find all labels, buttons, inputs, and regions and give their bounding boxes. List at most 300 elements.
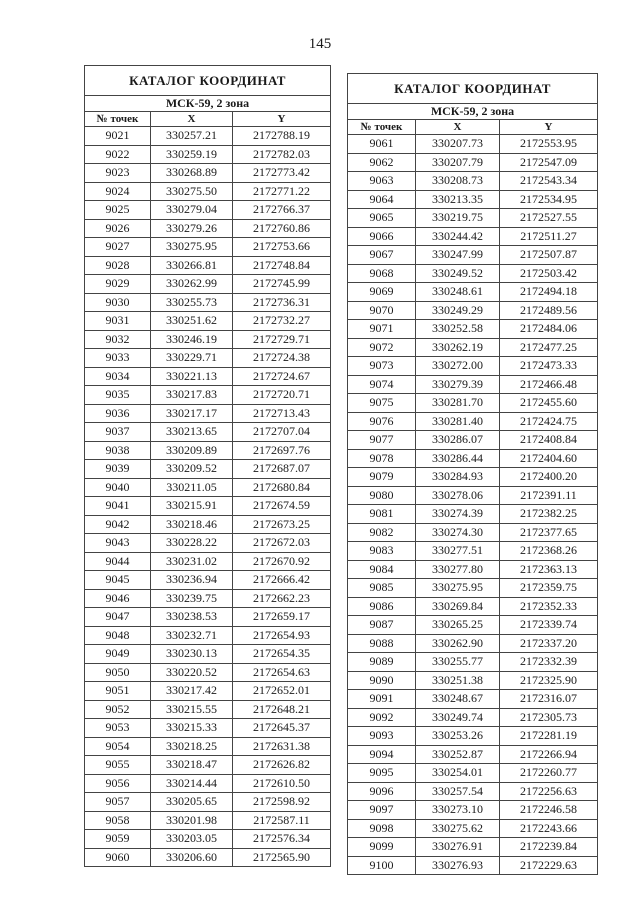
point-number-cell: 9053 [85, 719, 151, 738]
table-row [85, 497, 331, 516]
x-coordinate-cell: 330218.47 [151, 756, 233, 775]
y-coordinate-cell: 2172729.71 [233, 330, 331, 349]
column-header-x: X [151, 112, 233, 127]
y-coordinate-cell: 2172576.34 [233, 830, 331, 849]
y-coordinate-cell: 2172748.84 [233, 256, 331, 275]
x-coordinate-cell: 330215.91 [151, 497, 233, 516]
table-row [85, 645, 331, 664]
x-coordinate-cell: 330279.26 [151, 219, 233, 238]
point-number-cell: 9068 [348, 264, 416, 283]
x-coordinate-cell: 330262.99 [151, 275, 233, 294]
point-number-cell: 9060 [85, 848, 151, 867]
y-coordinate-cell: 2172337.20 [500, 634, 598, 653]
y-coordinate-cell: 2172534.95 [500, 190, 598, 209]
y-coordinate-cell: 2172753.66 [233, 238, 331, 257]
point-number-cell: 9033 [85, 349, 151, 368]
table-row [348, 338, 598, 357]
point-number-cell: 9074 [348, 375, 416, 394]
x-coordinate-cell: 330262.90 [416, 634, 500, 653]
x-coordinate-cell: 330275.95 [416, 579, 500, 598]
x-coordinate-cell: 330217.42 [151, 682, 233, 701]
y-coordinate-cell: 2172782.03 [233, 145, 331, 164]
x-coordinate-cell: 330206.60 [151, 848, 233, 867]
point-number-cell: 9079 [348, 468, 416, 487]
table-row [348, 468, 598, 487]
y-coordinate-cell: 2172507.87 [500, 246, 598, 265]
column-header-x: X [416, 120, 500, 135]
x-coordinate-cell: 330276.93 [416, 856, 500, 875]
table-row [85, 404, 331, 423]
point-number-cell: 9029 [85, 275, 151, 294]
x-coordinate-cell: 330253.26 [416, 727, 500, 746]
point-number-cell: 9064 [348, 190, 416, 209]
x-coordinate-cell: 330284.93 [416, 468, 500, 487]
x-coordinate-cell: 330249.74 [416, 708, 500, 727]
table-row [85, 367, 331, 386]
table-row [348, 560, 598, 579]
table-row [85, 478, 331, 497]
x-coordinate-cell: 330276.91 [416, 838, 500, 857]
table-row [348, 653, 598, 672]
y-coordinate-cell: 2172359.75 [500, 579, 598, 598]
table-row [85, 811, 331, 830]
x-coordinate-cell: 330249.29 [416, 301, 500, 320]
table-row [85, 700, 331, 719]
point-number-cell: 9090 [348, 671, 416, 690]
x-coordinate-cell: 330248.67 [416, 690, 500, 709]
x-coordinate-cell: 330279.04 [151, 201, 233, 220]
table-row [348, 671, 598, 690]
x-coordinate-cell: 330275.50 [151, 182, 233, 201]
x-coordinate-cell: 330286.44 [416, 449, 500, 468]
table-title: КАТАЛОГ КООРДИНАТ [348, 74, 598, 104]
y-coordinate-cell: 2172697.76 [233, 441, 331, 460]
table-row [348, 190, 598, 209]
x-coordinate-cell: 330281.70 [416, 394, 500, 413]
table-row [85, 848, 331, 867]
y-coordinate-cell: 2172652.01 [233, 682, 331, 701]
y-coordinate-cell: 2172352.33 [500, 597, 598, 616]
x-coordinate-cell: 330249.52 [416, 264, 500, 283]
y-coordinate-cell: 2172680.84 [233, 478, 331, 497]
point-number-cell: 9044 [85, 552, 151, 571]
y-coordinate-cell: 2172455.60 [500, 394, 598, 413]
x-coordinate-cell: 330277.51 [416, 542, 500, 561]
table-row [348, 209, 598, 228]
table-row [348, 523, 598, 542]
table-row [85, 793, 331, 812]
table-row [85, 756, 331, 775]
y-coordinate-cell: 2172404.60 [500, 449, 598, 468]
table-row [348, 745, 598, 764]
table-row [85, 608, 331, 627]
point-number-cell: 9081 [348, 505, 416, 524]
y-coordinate-cell: 2172771.22 [233, 182, 331, 201]
point-number-cell: 9042 [85, 515, 151, 534]
table-row [348, 301, 598, 320]
table-row [85, 349, 331, 368]
table-row [348, 764, 598, 783]
point-number-cell: 9043 [85, 534, 151, 553]
y-coordinate-cell: 2172736.31 [233, 293, 331, 312]
table-row [348, 819, 598, 838]
x-coordinate-cell: 330205.65 [151, 793, 233, 812]
point-number-cell: 9076 [348, 412, 416, 431]
point-number-cell: 9098 [348, 819, 416, 838]
table-row [348, 153, 598, 172]
y-coordinate-cell: 2172477.25 [500, 338, 598, 357]
point-number-cell: 9045 [85, 571, 151, 590]
y-coordinate-cell: 2172645.37 [233, 719, 331, 738]
y-coordinate-cell: 2172673.25 [233, 515, 331, 534]
x-coordinate-cell: 330231.02 [151, 552, 233, 571]
y-coordinate-cell: 2172511.27 [500, 227, 598, 246]
point-number-cell: 9022 [85, 145, 151, 164]
table-row [85, 682, 331, 701]
point-number-cell: 9094 [348, 745, 416, 764]
table-row [85, 460, 331, 479]
x-coordinate-cell: 330219.75 [416, 209, 500, 228]
x-coordinate-cell: 330218.25 [151, 737, 233, 756]
x-coordinate-cell: 330214.44 [151, 774, 233, 793]
x-coordinate-cell: 330217.17 [151, 404, 233, 423]
y-coordinate-cell: 2172494.18 [500, 283, 598, 302]
point-number-cell: 9097 [348, 801, 416, 820]
point-number-cell: 9058 [85, 811, 151, 830]
y-coordinate-cell: 2172266.94 [500, 745, 598, 764]
table-row [348, 690, 598, 709]
table-row [348, 227, 598, 246]
y-coordinate-cell: 2172243.66 [500, 819, 598, 838]
coordinate-catalog-table-right [347, 73, 598, 875]
y-coordinate-cell: 2172484.06 [500, 320, 598, 339]
table-row [348, 634, 598, 653]
x-coordinate-cell: 330238.53 [151, 608, 233, 627]
x-coordinate-cell: 330266.81 [151, 256, 233, 275]
y-coordinate-cell: 2172543.34 [500, 172, 598, 191]
x-coordinate-cell: 330209.89 [151, 441, 233, 460]
x-coordinate-cell: 330274.30 [416, 523, 500, 542]
y-coordinate-cell: 2172547.09 [500, 153, 598, 172]
table-row [85, 330, 331, 349]
point-number-cell: 9070 [348, 301, 416, 320]
y-coordinate-cell: 2172773.42 [233, 164, 331, 183]
table-row [348, 579, 598, 598]
table-row [348, 486, 598, 505]
point-number-cell: 9067 [348, 246, 416, 265]
point-number-cell: 9062 [348, 153, 416, 172]
point-number-cell: 9035 [85, 386, 151, 405]
y-coordinate-cell: 2172382.25 [500, 505, 598, 524]
x-coordinate-cell: 330215.55 [151, 700, 233, 719]
coordinate-system-label: МСК-59, 2 зона [348, 104, 598, 120]
point-number-cell: 9021 [85, 127, 151, 146]
table-row [85, 386, 331, 405]
y-coordinate-cell: 2172662.23 [233, 589, 331, 608]
point-number-cell: 9088 [348, 634, 416, 653]
x-coordinate-cell: 330221.13 [151, 367, 233, 386]
table-row [348, 838, 598, 857]
y-coordinate-cell: 2172473.33 [500, 357, 598, 376]
table-row [85, 719, 331, 738]
y-coordinate-cell: 2172610.50 [233, 774, 331, 793]
point-number-cell: 9054 [85, 737, 151, 756]
table-row [85, 663, 331, 682]
y-coordinate-cell: 2172654.63 [233, 663, 331, 682]
point-number-cell: 9073 [348, 357, 416, 376]
x-coordinate-cell: 330208.73 [416, 172, 500, 191]
y-coordinate-cell: 2172316.07 [500, 690, 598, 709]
table-row [85, 441, 331, 460]
table-row [85, 164, 331, 183]
x-coordinate-cell: 330265.25 [416, 616, 500, 635]
y-coordinate-cell: 2172687.07 [233, 460, 331, 479]
y-coordinate-cell: 2172598.92 [233, 793, 331, 812]
x-coordinate-cell: 330275.95 [151, 238, 233, 257]
table-row [348, 283, 598, 302]
y-coordinate-cell: 2172631.38 [233, 737, 331, 756]
point-number-cell: 9026 [85, 219, 151, 238]
y-coordinate-cell: 2172672.03 [233, 534, 331, 553]
y-coordinate-cell: 2172626.82 [233, 756, 331, 775]
y-coordinate-cell: 2172648.21 [233, 700, 331, 719]
point-number-cell: 9077 [348, 431, 416, 450]
table-row [85, 182, 331, 201]
x-coordinate-cell: 330279.39 [416, 375, 500, 394]
y-coordinate-cell: 2172766.37 [233, 201, 331, 220]
table-row [85, 145, 331, 164]
x-coordinate-cell: 330207.73 [416, 135, 500, 154]
table-row [348, 394, 598, 413]
point-number-cell: 9030 [85, 293, 151, 312]
table-row [85, 737, 331, 756]
y-coordinate-cell: 2172363.13 [500, 560, 598, 579]
point-number-cell: 9092 [348, 708, 416, 727]
x-coordinate-cell: 330244.42 [416, 227, 500, 246]
y-coordinate-cell: 2172553.95 [500, 135, 598, 154]
x-coordinate-cell: 330213.35 [416, 190, 500, 209]
point-number-cell: 9051 [85, 682, 151, 701]
x-coordinate-cell: 330248.61 [416, 283, 500, 302]
point-number-cell: 9061 [348, 135, 416, 154]
point-number-cell: 9046 [85, 589, 151, 608]
x-coordinate-cell: 330239.75 [151, 589, 233, 608]
table-row [348, 597, 598, 616]
y-coordinate-cell: 2172659.17 [233, 608, 331, 627]
x-coordinate-cell: 330278.06 [416, 486, 500, 505]
y-coordinate-cell: 2172489.56 [500, 301, 598, 320]
point-number-cell: 9069 [348, 283, 416, 302]
x-coordinate-cell: 330217.83 [151, 386, 233, 405]
table-row [85, 626, 331, 645]
y-coordinate-cell: 2172408.84 [500, 431, 598, 450]
table-row [85, 534, 331, 553]
x-coordinate-cell: 330257.21 [151, 127, 233, 146]
point-number-cell: 9065 [348, 209, 416, 228]
point-number-cell: 9085 [348, 579, 416, 598]
x-coordinate-cell: 330273.10 [416, 801, 500, 820]
table-row [348, 412, 598, 431]
y-coordinate-cell: 2172565.90 [233, 848, 331, 867]
point-number-cell: 9100 [348, 856, 416, 875]
table-row [85, 552, 331, 571]
point-number-cell: 9082 [348, 523, 416, 542]
x-coordinate-cell: 330201.98 [151, 811, 233, 830]
column-header-point: № точек [85, 112, 151, 127]
x-coordinate-cell: 330229.71 [151, 349, 233, 368]
point-number-cell: 9066 [348, 227, 416, 246]
table-row [348, 357, 598, 376]
y-coordinate-cell: 2172246.58 [500, 801, 598, 820]
column-header-point: № точек [348, 120, 416, 135]
x-coordinate-cell: 330215.33 [151, 719, 233, 738]
table-title: КАТАЛОГ КООРДИНАТ [85, 66, 331, 96]
x-coordinate-cell: 330220.52 [151, 663, 233, 682]
column-header-y: Y [500, 120, 598, 135]
point-number-cell: 9050 [85, 663, 151, 682]
point-number-cell: 9023 [85, 164, 151, 183]
table-row [348, 431, 598, 450]
table-row [348, 708, 598, 727]
page-number: 145 [308, 36, 332, 52]
y-coordinate-cell: 2172527.55 [500, 209, 598, 228]
x-coordinate-cell: 330262.19 [416, 338, 500, 357]
table-row [348, 801, 598, 820]
table-row [85, 774, 331, 793]
point-number-cell: 9032 [85, 330, 151, 349]
table-row [85, 589, 331, 608]
table-row [348, 449, 598, 468]
point-number-cell: 9024 [85, 182, 151, 201]
point-number-cell: 9099 [348, 838, 416, 857]
point-number-cell: 9056 [85, 774, 151, 793]
y-coordinate-cell: 2172400.20 [500, 468, 598, 487]
point-number-cell: 9059 [85, 830, 151, 849]
table-row [348, 172, 598, 191]
y-coordinate-cell: 2172674.59 [233, 497, 331, 516]
table-row [85, 219, 331, 238]
y-coordinate-cell: 2172788.19 [233, 127, 331, 146]
table-body [85, 127, 331, 867]
x-coordinate-cell: 330228.22 [151, 534, 233, 553]
y-coordinate-cell: 2172260.77 [500, 764, 598, 783]
x-coordinate-cell: 330259.19 [151, 145, 233, 164]
y-coordinate-cell: 2172503.42 [500, 264, 598, 283]
table-row [348, 375, 598, 394]
point-number-cell: 9072 [348, 338, 416, 357]
x-coordinate-cell: 330232.71 [151, 626, 233, 645]
point-number-cell: 9063 [348, 172, 416, 191]
point-number-cell: 9055 [85, 756, 151, 775]
table-row [85, 515, 331, 534]
y-coordinate-cell: 2172707.04 [233, 423, 331, 442]
point-number-cell: 9031 [85, 312, 151, 331]
point-number-cell: 9036 [85, 404, 151, 423]
x-coordinate-cell: 330277.80 [416, 560, 500, 579]
point-number-cell: 9037 [85, 423, 151, 442]
x-coordinate-cell: 330269.84 [416, 597, 500, 616]
table-row [348, 135, 598, 154]
x-coordinate-cell: 330218.46 [151, 515, 233, 534]
y-coordinate-cell: 2172654.35 [233, 645, 331, 664]
point-number-cell: 9039 [85, 460, 151, 479]
table-row [348, 505, 598, 524]
x-coordinate-cell: 330252.87 [416, 745, 500, 764]
point-number-cell: 9093 [348, 727, 416, 746]
y-coordinate-cell: 2172239.84 [500, 838, 598, 857]
y-coordinate-cell: 2172745.99 [233, 275, 331, 294]
table-row [85, 127, 331, 146]
table-row [348, 616, 598, 635]
point-number-cell: 9038 [85, 441, 151, 460]
x-coordinate-cell: 330211.05 [151, 478, 233, 497]
point-number-cell: 9027 [85, 238, 151, 257]
point-number-cell: 9075 [348, 394, 416, 413]
point-number-cell: 9048 [85, 626, 151, 645]
table-row [85, 571, 331, 590]
y-coordinate-cell: 2172466.48 [500, 375, 598, 394]
y-coordinate-cell: 2172332.39 [500, 653, 598, 672]
table-row [348, 246, 598, 265]
point-number-cell: 9091 [348, 690, 416, 709]
x-coordinate-cell: 330281.40 [416, 412, 500, 431]
table-row [348, 320, 598, 339]
x-coordinate-cell: 330255.73 [151, 293, 233, 312]
x-coordinate-cell: 330236.94 [151, 571, 233, 590]
point-number-cell: 9083 [348, 542, 416, 561]
point-number-cell: 9040 [85, 478, 151, 497]
y-coordinate-cell: 2172587.11 [233, 811, 331, 830]
x-coordinate-cell: 330230.13 [151, 645, 233, 664]
point-number-cell: 9047 [85, 608, 151, 627]
point-number-cell: 9080 [348, 486, 416, 505]
y-coordinate-cell: 2172713.43 [233, 404, 331, 423]
y-coordinate-cell: 2172377.65 [500, 523, 598, 542]
y-coordinate-cell: 2172670.92 [233, 552, 331, 571]
point-number-cell: 9028 [85, 256, 151, 275]
x-coordinate-cell: 330246.19 [151, 330, 233, 349]
point-number-cell: 9041 [85, 497, 151, 516]
y-coordinate-cell: 2172424.75 [500, 412, 598, 431]
table-row [85, 293, 331, 312]
point-number-cell: 9034 [85, 367, 151, 386]
x-coordinate-cell: 330251.62 [151, 312, 233, 331]
x-coordinate-cell: 330207.79 [416, 153, 500, 172]
x-coordinate-cell: 330209.52 [151, 460, 233, 479]
y-coordinate-cell: 2172368.26 [500, 542, 598, 561]
coordinate-system-label: МСК-59, 2 зона [85, 96, 331, 112]
y-coordinate-cell: 2172654.93 [233, 626, 331, 645]
table-row [85, 256, 331, 275]
y-coordinate-cell: 2172256.63 [500, 782, 598, 801]
y-coordinate-cell: 2172229.63 [500, 856, 598, 875]
point-number-cell: 9025 [85, 201, 151, 220]
coordinate-catalog-table-left [84, 65, 331, 867]
point-number-cell: 9057 [85, 793, 151, 812]
table-row [348, 264, 598, 283]
table-row [348, 856, 598, 875]
x-coordinate-cell: 330268.89 [151, 164, 233, 183]
table-row [85, 238, 331, 257]
y-coordinate-cell: 2172732.27 [233, 312, 331, 331]
table-row [348, 542, 598, 561]
y-coordinate-cell: 2172325.90 [500, 671, 598, 690]
point-number-cell: 9095 [348, 764, 416, 783]
x-coordinate-cell: 330286.07 [416, 431, 500, 450]
x-coordinate-cell: 330251.38 [416, 671, 500, 690]
point-number-cell: 9087 [348, 616, 416, 635]
table-row [85, 201, 331, 220]
